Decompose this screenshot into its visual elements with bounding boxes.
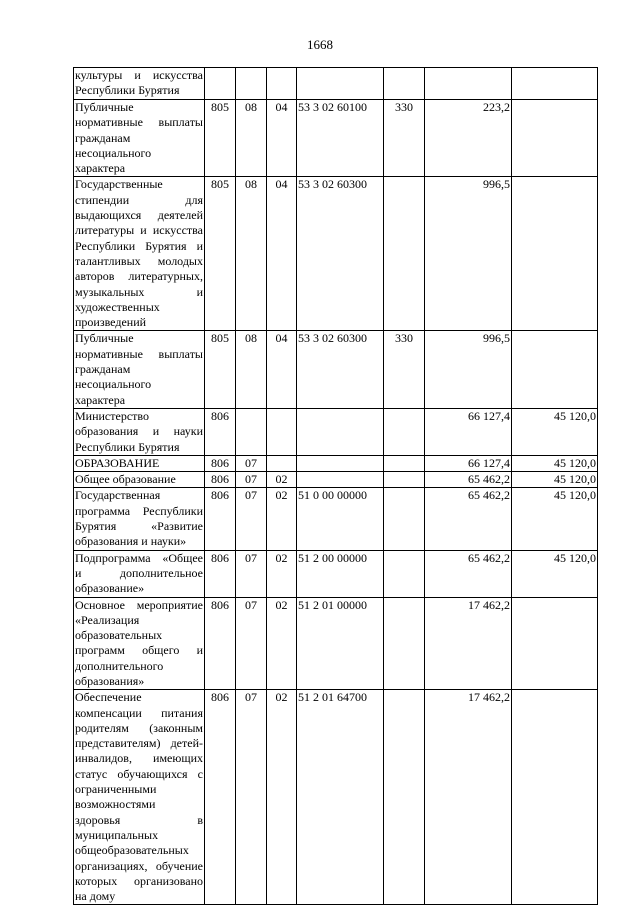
table-row	[74, 68, 598, 100]
row-name-cell: ОБРАЗОВАНИЕ	[74, 455, 205, 471]
row-name-cell: Публичные нормативные выплаты гражданам несоциального характера	[75, 100, 203, 176]
expense-type-cell	[384, 550, 425, 597]
section-code-cell	[236, 68, 267, 100]
section-code-cell: 07	[236, 472, 267, 488]
target-code-cell: 53 3 02 60100	[297, 100, 384, 177]
table-row	[74, 100, 598, 177]
row-name-cell: Основное мероприятие «Реализация образовательных программ общего и дополнительного образования»	[75, 597, 203, 688]
amount-cell: 65 462,2	[425, 550, 512, 597]
amount-cell: 65 462,2	[425, 472, 512, 488]
budget-table	[73, 67, 598, 905]
amount-cell	[512, 177, 598, 331]
target-code-cell: 51 2 01 64700	[297, 690, 384, 905]
section-code-cell: 07	[236, 488, 267, 550]
subsection-code-cell: 02	[267, 472, 297, 488]
table-row	[74, 331, 598, 408]
amount-cell: 996,5	[425, 331, 512, 408]
target-code-cell	[297, 68, 384, 100]
ministry-code-cell: 806	[205, 597, 236, 690]
ministry-code-cell: 806	[205, 455, 236, 471]
target-code-cell	[297, 455, 384, 471]
subsection-code-cell	[267, 408, 297, 455]
amount-cell: 223,2	[425, 100, 512, 177]
expense-type-cell	[384, 488, 425, 550]
amount-cell: 66 127,4	[425, 408, 512, 455]
section-code-cell: 07	[236, 597, 267, 690]
subsection-code-cell: 02	[267, 488, 297, 550]
subsection-code-cell: 04	[267, 177, 297, 331]
amount-cell: 45 120,0	[512, 455, 598, 471]
amount-cell: 17 462,2	[425, 597, 512, 690]
page-number: 1668	[307, 37, 333, 52]
section-code-cell	[236, 408, 267, 455]
table-row	[74, 550, 598, 597]
table-row	[74, 488, 598, 550]
amount-cell	[512, 68, 598, 100]
ministry-code-cell	[205, 68, 236, 100]
section-code-cell: 07	[236, 455, 267, 471]
subsection-code-cell: 02	[267, 550, 297, 597]
subsection-code-cell: 02	[267, 597, 297, 690]
row-name-cell: Публичные нормативные выплаты гражданам несоциального характера	[75, 331, 203, 407]
section-code-cell: 07	[236, 690, 267, 905]
expense-type-cell	[384, 690, 425, 905]
target-code-cell	[297, 408, 384, 455]
ministry-code-cell: 806	[205, 408, 236, 455]
ministry-code-cell: 806	[205, 488, 236, 550]
amount-cell: 45 120,0	[512, 550, 598, 597]
amount-cell	[512, 100, 598, 177]
ministry-code-cell: 805	[205, 100, 236, 177]
row-name-cell: Подпрограмма «Общее и дополнительное образование»	[75, 550, 203, 596]
target-code-cell: 51 2 01 00000	[297, 597, 384, 690]
ministry-code-cell: 806	[205, 550, 236, 597]
table-row	[74, 408, 598, 455]
target-code-cell: 51 0 00 00000	[297, 488, 384, 550]
subsection-code-cell	[267, 68, 297, 100]
section-code-cell: 08	[236, 331, 267, 408]
amount-cell: 996,5	[425, 177, 512, 331]
table-row	[74, 597, 598, 690]
amount-cell: 65 462,2	[425, 488, 512, 550]
amount-cell: 45 120,0	[512, 472, 598, 488]
expense-type-cell	[384, 408, 425, 455]
subsection-code-cell: 04	[267, 100, 297, 177]
section-code-cell: 08	[236, 100, 267, 177]
table-row	[74, 690, 598, 905]
row-name-cell: культуры и искусства Республики Бурятия	[74, 68, 205, 100]
target-code-cell: 53 3 02 60300	[297, 177, 384, 331]
expense-type-cell	[384, 455, 425, 471]
subsection-code-cell	[267, 455, 297, 471]
subsection-code-cell: 02	[267, 690, 297, 905]
row-name-cell: Государственная программа Республики Бурятия «Развитие образования и науки»	[75, 488, 203, 549]
ministry-code-cell: 806	[205, 690, 236, 905]
amount-cell	[425, 68, 512, 100]
row-name-cell: Государственные стипендии для выдающихся деятелей литературы и искусства Республики Бурятия и талантливых молодых авторов литературных, музыкальных и художественных произведений	[75, 177, 203, 330]
row-name-cell: Министерство образования и науки Республики Бурятия	[75, 408, 203, 454]
expense-type-cell	[384, 472, 425, 488]
amount-cell	[512, 331, 598, 408]
ministry-code-cell: 805	[205, 177, 236, 331]
expense-type-cell: 330	[384, 100, 425, 177]
expense-type-cell	[384, 177, 425, 331]
target-code-cell: 53 3 02 60300	[297, 331, 384, 408]
section-code-cell: 07	[236, 550, 267, 597]
target-code-cell	[297, 472, 384, 488]
amount-cell: 45 120,0	[512, 488, 598, 550]
ministry-code-cell: 806	[205, 472, 236, 488]
amount-cell	[512, 690, 598, 905]
row-name-cell: Обеспечение компенсации питания родителям (законным представителям) детей-инвалидов, имеющих статус обучающихся с ограниченными возможностями здоровья в муниципальных общеобразовательных организациях, обучение которых организовано на дому	[75, 690, 203, 904]
amount-cell	[512, 597, 598, 690]
amount-cell: 17 462,2	[425, 690, 512, 905]
table-row	[74, 472, 598, 488]
section-code-cell: 08	[236, 177, 267, 331]
expense-type-cell	[384, 68, 425, 100]
expense-type-cell: 330	[384, 331, 425, 408]
target-code-cell: 51 2 00 00000	[297, 550, 384, 597]
row-name-cell: Общее образование	[74, 472, 205, 488]
amount-cell: 45 120,0	[512, 408, 598, 455]
amount-cell: 66 127,4	[425, 455, 512, 471]
ministry-code-cell: 805	[205, 331, 236, 408]
table-row	[74, 455, 598, 471]
expense-type-cell	[384, 597, 425, 690]
table-row	[74, 177, 598, 331]
subsection-code-cell: 04	[267, 331, 297, 408]
